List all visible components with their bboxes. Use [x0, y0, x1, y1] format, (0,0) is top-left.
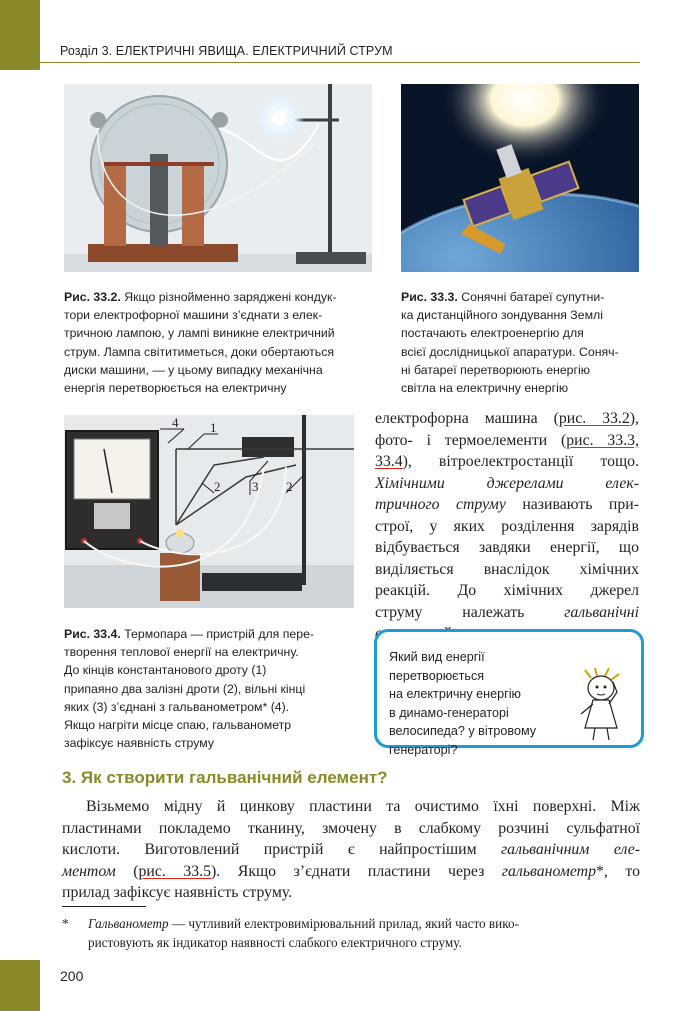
- text-line: кислоти. Виготовлений пристрій є найпростішим гальванічним еле-: [62, 841, 640, 858]
- caption-line: припаяно два залізні дроти (2), вільні кінці: [64, 681, 306, 696]
- header-divider: [40, 62, 640, 63]
- section-paragraph: [62, 796, 640, 904]
- figure-33-3-image: [401, 84, 639, 272]
- caption-line: світла на електричну енергію: [401, 381, 569, 396]
- caption-line: тричною лампою, у лампі виникне електричний: [64, 326, 335, 341]
- caption-line: До кінців константанового дроту (1): [64, 663, 267, 678]
- text-line: тричного струму називають при-: [375, 496, 639, 513]
- text-line: пластинами покладемо тканину, змочену в слабкому розчині сульфатної: [62, 819, 640, 837]
- page-corner-bar-top: [0, 0, 40, 70]
- question-text: [389, 648, 579, 759]
- page-corner-bar-bottom: [0, 960, 40, 1011]
- page-number: 200: [60, 968, 84, 984]
- figure-33-3-caption: [401, 288, 641, 397]
- figure-reference-33-2[interactable]: рис. 33.2: [558, 410, 630, 427]
- thinking-character-illustration: [573, 668, 637, 742]
- figure-33-4-marker-4: 4: [172, 415, 179, 430]
- figure-33-4-marker-1: 1: [210, 420, 217, 435]
- caption-line: зафіксує наявність струму: [64, 736, 215, 751]
- footnote: * Гальванометр — чутливий електровимірювальний прилад, який часто вико- ристовують як індикатор наявності слабкого електричного струму.: [62, 914, 640, 952]
- text-line: фото- і термоелементи (рис. 33.3,: [375, 431, 639, 449]
- figure-33-3-label: Рис. 33.3.: [401, 290, 458, 304]
- caption-line: ка дистанційного зондування Землі: [401, 308, 603, 323]
- figure-reference-33-3[interactable]: рис. 33.3,: [566, 431, 639, 449]
- text-line: Хімічними джерелами елек-: [375, 474, 639, 492]
- figure-33-2-caption: [64, 288, 379, 397]
- footnote-line: ристовують як індикатор наявності слабкого електричного струму.: [88, 935, 462, 950]
- question-line: на електричну енергію: [389, 687, 521, 701]
- question-line: велосипеда? у вітровому: [389, 724, 537, 738]
- caption-line: енергія перетворюється на електричну: [64, 381, 287, 396]
- text-line: Візьмемо мідну й цинкову пластини та очистимо їхні поверхні. Між: [86, 798, 640, 815]
- caption-line: Сонячні батареї супутни-: [461, 290, 605, 304]
- figure-33-4-label: Рис. 33.4.: [64, 627, 121, 641]
- question-line: Який вид енергії перетворюється: [389, 650, 485, 683]
- text-line: відбувається завдяки енергії, що: [375, 539, 639, 556]
- caption-line: тори електрофорної машини з’єднати з елек-: [64, 308, 323, 323]
- figure-33-2-label: Рис. 33.2.: [64, 290, 121, 304]
- figure-reference-33-5[interactable]: рис. 33.5: [138, 862, 212, 880]
- caption-line: яких (3) з’єднані з гальванометром* (4).: [64, 699, 290, 714]
- footnote-marker: *: [62, 916, 69, 931]
- text-line: виділяється внаслідок хімічних: [375, 560, 639, 578]
- question-line: генераторі?: [389, 742, 458, 757]
- question-line: в динамо-генераторі: [389, 705, 509, 720]
- caption-line: Якщо нагріти місце спаю, гальванометр: [64, 718, 292, 733]
- figure-33-4-caption: [64, 625, 364, 752]
- text-line: струму належать гальванічні: [375, 603, 639, 621]
- caption-line: постачають електроенергію для: [401, 326, 584, 341]
- text-line: 33.4), вітроелектростанції тощо.: [375, 453, 639, 470]
- text-line: строї, у яких розділення зарядів: [375, 517, 639, 535]
- caption-line: Якщо різнойменно заряджені кондук-: [124, 290, 337, 304]
- question-box: [374, 629, 644, 757]
- caption-line: ні батареї перетворюють енергію: [401, 362, 590, 377]
- figure-33-4-marker-3: 3: [252, 479, 259, 494]
- chapter-header: Розділ 3. ЕЛЕКТРИЧНІ ЯВИЩА. ЕЛЕКТРИЧНИЙ СТРУМ: [60, 44, 393, 58]
- caption-line: всієї дослідницької апаратури. Соняч-: [401, 344, 619, 359]
- caption-line: творення теплової енергії на електричну.: [64, 645, 299, 660]
- caption-line: Термопара — пристрій для пере-: [124, 627, 315, 641]
- figure-33-4-image: [64, 415, 354, 608]
- caption-line: диски машини, — у цьому випадку механічна: [64, 362, 323, 377]
- footnote-divider: [62, 906, 146, 907]
- figure-33-2-image: [64, 84, 372, 272]
- text-line: електрофорна машина (рис. 33.2),: [375, 410, 639, 427]
- text-line: реакцій. До хімічних джерел: [375, 582, 639, 599]
- text-line: ментом (рис. 33.5). Якщо з’єднати пластини через гальванометр*, то: [62, 862, 640, 880]
- figure-33-4-marker-2a: 2: [214, 479, 221, 494]
- footnote-term: Гальванометр: [88, 916, 169, 931]
- section-heading: 3. Як створити гальванічний елемент?: [62, 768, 388, 787]
- text-line: прилад зафіксує наявність струму.: [62, 884, 293, 901]
- caption-line: струм. Лампа світитиметься, доки обертаються: [64, 344, 334, 359]
- body-text-right-column: [375, 408, 639, 645]
- figure-reference-33-4[interactable]: 33.4: [375, 453, 403, 470]
- figure-33-4-marker-2b: 2: [286, 479, 293, 494]
